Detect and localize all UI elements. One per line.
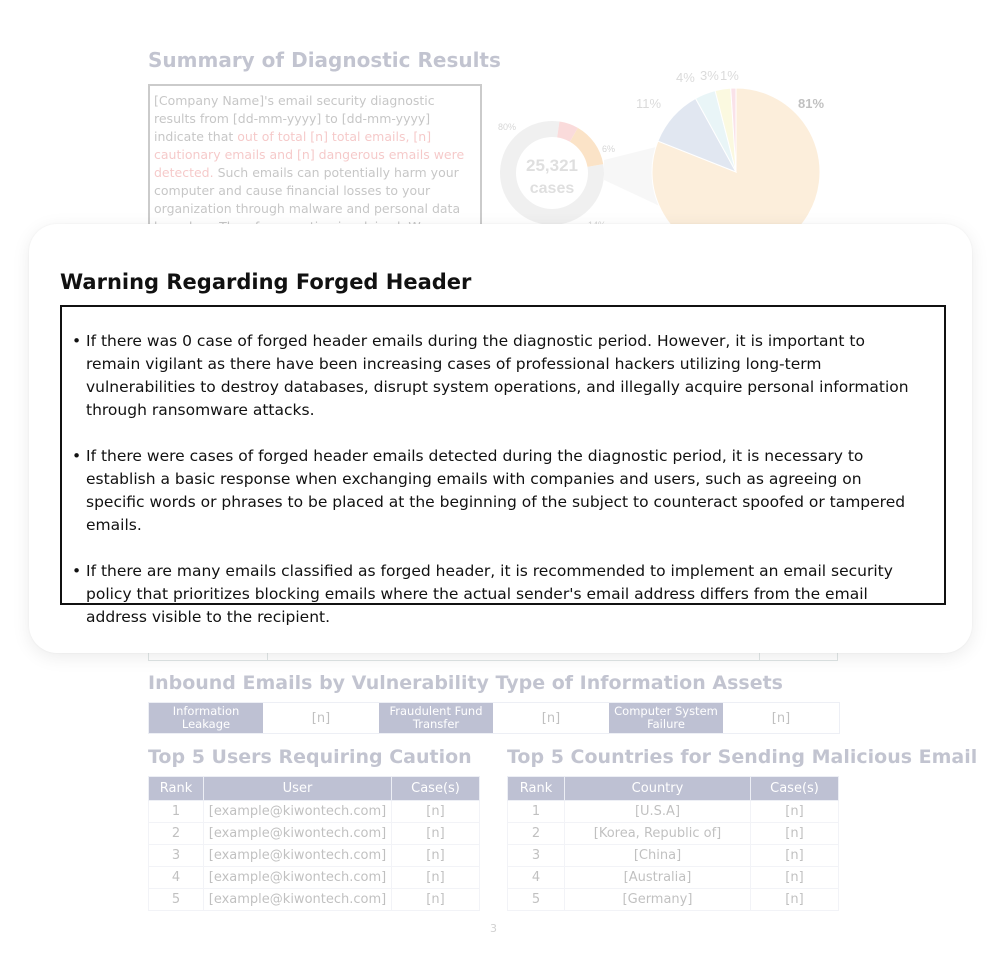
warning-box	[60, 305, 946, 626]
vuln-value-failure: [n]	[771, 710, 791, 726]
column-header-cases: Case(s)	[392, 777, 480, 801]
warning-bullet: • If there are many emails classified as forged header, it is recommended to implement an email security policy that prioritizes blocking emails where the actual sender's email address differs from the email address visible to the recipient.	[72, 560, 924, 629]
vuln-value-fraud: [n]	[541, 710, 561, 726]
table-row	[508, 845, 839, 867]
table-cell: [n]	[751, 889, 839, 911]
donut-center-value: 25,321	[526, 156, 578, 175]
table-cell: [U.S.A]	[565, 801, 751, 823]
table-row	[149, 867, 480, 889]
table-row	[149, 801, 480, 823]
top-countries-table	[507, 776, 839, 911]
table-cell: 5	[149, 889, 204, 911]
donut-label: 80%	[498, 122, 517, 132]
table-cell: [n]	[751, 823, 839, 845]
summary-title: Summary of Diagnostic Results	[148, 48, 501, 72]
table-cell: [example@kiwontech.com]	[204, 867, 392, 889]
vuln-value-leakage: [n]	[311, 710, 331, 726]
summary-text-box	[148, 84, 482, 234]
table-row	[149, 845, 480, 867]
table-row	[508, 823, 839, 845]
table-cell: 5	[508, 889, 565, 911]
table-row	[149, 823, 480, 845]
table-cell: [China]	[565, 845, 751, 867]
table-cell: [example@kiwontech.com]	[204, 801, 392, 823]
table-row	[149, 889, 480, 911]
summary-charts	[490, 60, 850, 240]
table-cell: [example@kiwontech.com]	[204, 823, 392, 845]
column-header-country: Country	[565, 777, 751, 801]
table-cell: [n]	[392, 845, 480, 867]
warning-bullet: • If there was 0 case of forged header emails during the diagnostic period. However, it is important to remain vigilant as there have been increasing cases of professional hackers utilizing long-term vulnerabilities to destroy databases, disrupt system operations, and illegally acquire personal information through ransomware attacks.	[72, 330, 924, 422]
table-cell: 4	[508, 867, 565, 889]
table-cell: [n]	[751, 801, 839, 823]
table-cell: [n]	[392, 889, 480, 911]
donut-center-unit: cases	[529, 180, 575, 197]
summary-highlight: out of total [n] total emails, [n] cautionary emails and [n] dangerous emails were detected.	[154, 129, 465, 180]
pie-label: 4%	[676, 70, 695, 85]
vulnerability-title: Inbound Emails by Vulnerability Type of Information Assets	[148, 672, 783, 694]
summary-text-continued: Such emails can potentially harm your computer and cause financial losses to your organization through malware and personal data	[154, 165, 461, 216]
table-cell: [Germany]	[565, 889, 751, 911]
pie-label: 81%	[798, 96, 825, 111]
table-cell: [example@kiwontech.com]	[204, 889, 392, 911]
pie-label: 1%	[720, 68, 739, 83]
top-users-table	[148, 776, 480, 911]
vuln-label-failure: Computer System Failure	[609, 703, 723, 733]
vuln-label-fraud: Fraudulent Fund Transfer	[379, 703, 493, 733]
summary-text: [Company Name]'s email security diagnostic results from [dd-mm-yyyy] to [dd-mm-yyyy] indicate that	[154, 93, 435, 144]
table-cell: [Australia]	[565, 867, 751, 889]
top-users-title: Top 5 Users Requiring Caution	[148, 746, 472, 768]
card-title: Warning Regarding Forged Header	[60, 270, 472, 294]
pie-label: 11%	[636, 96, 662, 111]
table-row	[508, 889, 839, 911]
column-header-cases: Case(s)	[751, 777, 839, 801]
table-row	[508, 867, 839, 889]
table-cell: [example@kiwontech.com]	[204, 845, 392, 867]
column-header-user: User	[204, 777, 392, 801]
table-cell: [n]	[392, 801, 480, 823]
table-cell: 1	[149, 801, 204, 823]
table-cell: [n]	[392, 823, 480, 845]
table-cell: 1	[508, 801, 565, 823]
table-cell: [n]	[751, 867, 839, 889]
table-row	[508, 801, 839, 823]
vulnerability-table	[148, 702, 840, 734]
vuln-label-leakage: Information Leakage	[149, 703, 263, 733]
table-cell: 3	[508, 845, 565, 867]
column-header-rank: Rank	[149, 777, 204, 801]
top-countries-title: Top 5 Countries for Sending Malicious Email	[507, 746, 978, 768]
forged-header-warning-card	[29, 224, 972, 653]
warning-bullet: • If there were cases of forged header emails detected during the diagnostic period, it is necessary to establish a basic response when exchanging emails with companies and users, such as agreeing on specific words or phrases to be placed at the beginning of the subject to counteract spoofed or tampered emails.	[72, 445, 924, 537]
table-cell: [n]	[751, 845, 839, 867]
table-cell: [Korea, Republic of]	[565, 823, 751, 845]
pie-label: 3%	[700, 68, 719, 83]
table-cell: 4	[149, 867, 204, 889]
table-cell: 3	[149, 845, 204, 867]
page-number: 3	[490, 922, 497, 935]
table-cell: 2	[508, 823, 565, 845]
table-cell: [n]	[392, 867, 480, 889]
donut-label: 6%	[602, 144, 616, 154]
table-cell: 2	[149, 823, 204, 845]
column-header-rank: Rank	[508, 777, 565, 801]
